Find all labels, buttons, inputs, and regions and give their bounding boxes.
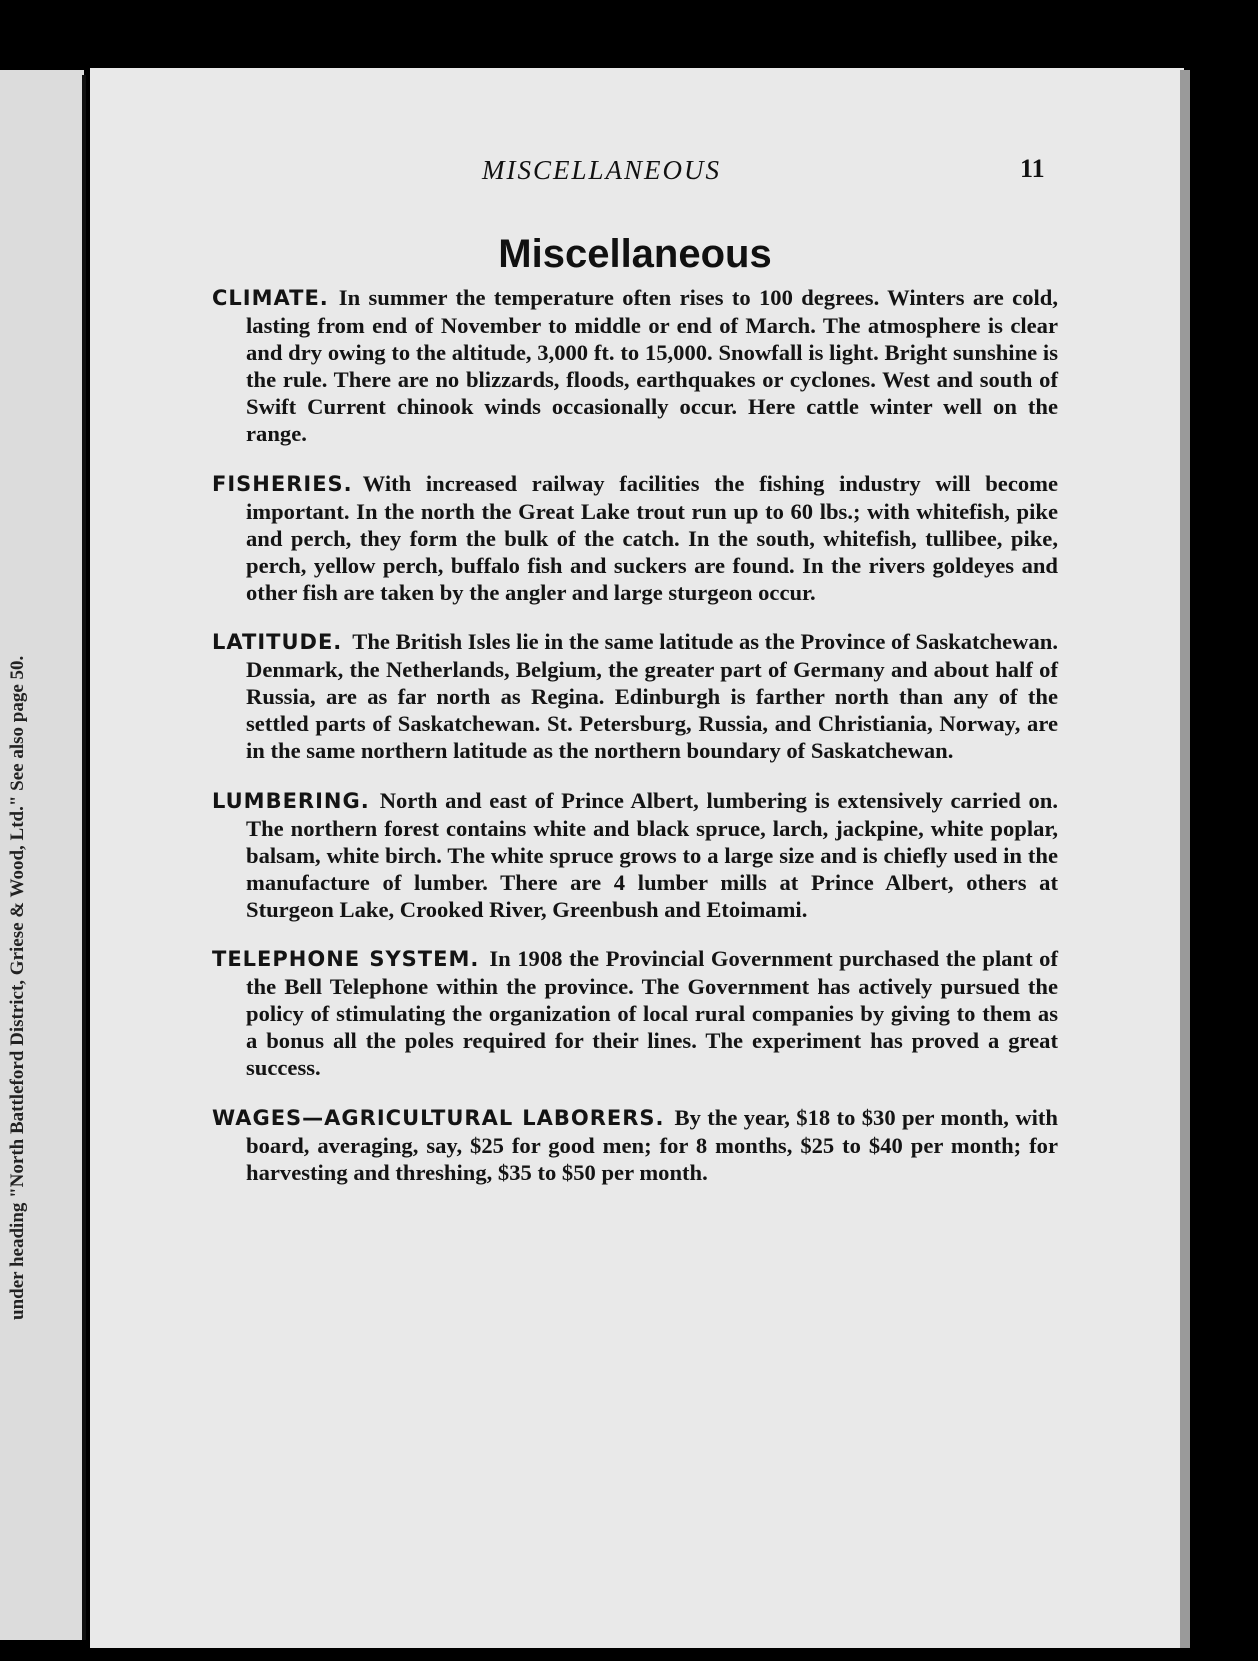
entry-heading: FISHERIES. — [212, 471, 353, 496]
entry-climate — [212, 284, 1058, 447]
section-title: Miscellaneous — [498, 232, 772, 276]
entry-heading: CLIMATE. — [212, 286, 329, 310]
entry-lumbering — [212, 787, 1058, 923]
left-page-note-strip — [4, 220, 66, 1320]
left-page-margin-note: under heading "North Battleford District, Griese & Wood, Ltd." See also page 50. — [7, 655, 28, 1320]
entries-list — [212, 284, 1058, 1203]
entry-heading: WAGES—AGRICULTURAL LABORERS. — [212, 1105, 665, 1130]
entry-heading: LATITUDE. — [212, 630, 343, 655]
entry-latitude — [212, 628, 1058, 764]
entry-body: North and east of Prince Albert, lumbering is extensively carried on. The northern forest contains white and black spruce, larch, jackpine, white poplar, balsam, white birch. The white spruce grows to a large size and is chiefly used in the manufacture of lumber. There are 4 lumber mills at Prince Albert, others at Sturgeon Lake, Crooked River, Greenbush and Etoimami. — [246, 787, 1058, 922]
entry-heading: LUMBERING. — [212, 788, 370, 813]
entry-heading: TELEPHONE SYSTEM. — [212, 947, 480, 972]
page-fold-line — [82, 75, 86, 1640]
page-edge-shadow — [1180, 70, 1190, 1648]
entry-wages — [212, 1104, 1058, 1186]
entry-fisheries — [212, 470, 1058, 606]
entry-body: The British Isles lie in the same latitude as the Province of Saskatchewan. Denmark, the Netherlands, Belgium, the greater part of Germany and about half of Russia, are as far north as Regina. Edinburgh is farther north than any of the settled parts of Saskatchewan. St. Petersburg, Russia, and Christiania, Norway, are in the same northern latitude as the northern boundary of Saskatchewan. — [246, 629, 1058, 764]
page-number: 11 — [1020, 154, 1045, 183]
running-header-title: MISCELLANEOUS — [482, 155, 722, 185]
entry-body: With increased railway facilities the fishing industry will become important. In the north the Great Lake trout run up to 60 lbs.; with whitefish, pike and perch, they form the bulk of the catch. In the south, whitefish, tullibee, pike, perch, yellow perch, buffalo fish and suckers are found. In the rivers goldeyes and other fish are taken by the angler and large sturgeon occur. — [246, 470, 1058, 605]
entry-telephone-system — [212, 945, 1058, 1081]
entry-body: By the year, $18 to $30 per month, with board, averaging, say, $25 for good men; for 8 months, $25 to $40 per month; for harvesting and threshing, $35 to $50 per month. — [246, 1104, 1058, 1185]
entry-body: In summer the temperature often rises to 100 degrees. Winters are cold, lasting from end of November to middle or end of March. The atmosphere is clear and dry owing to the altitude, 3,000 ft. to 15,000. Snowfall is light. Bright sunshine is the rule. There are no blizzards, floods, earthquakes or cyclones. West and south of Swift Current chinook winds occasionally occur. Here cattle winter well on the range. — [246, 285, 1058, 446]
entry-body: In 1908 the Provincial Government purchased the plant of the Bell Telephone within the province. The Government has actively pursued the policy of stimulating the organization of local rural companies by giving to them as a bonus all the poles required for their lines. The experiment has proved a great success. — [246, 946, 1058, 1081]
